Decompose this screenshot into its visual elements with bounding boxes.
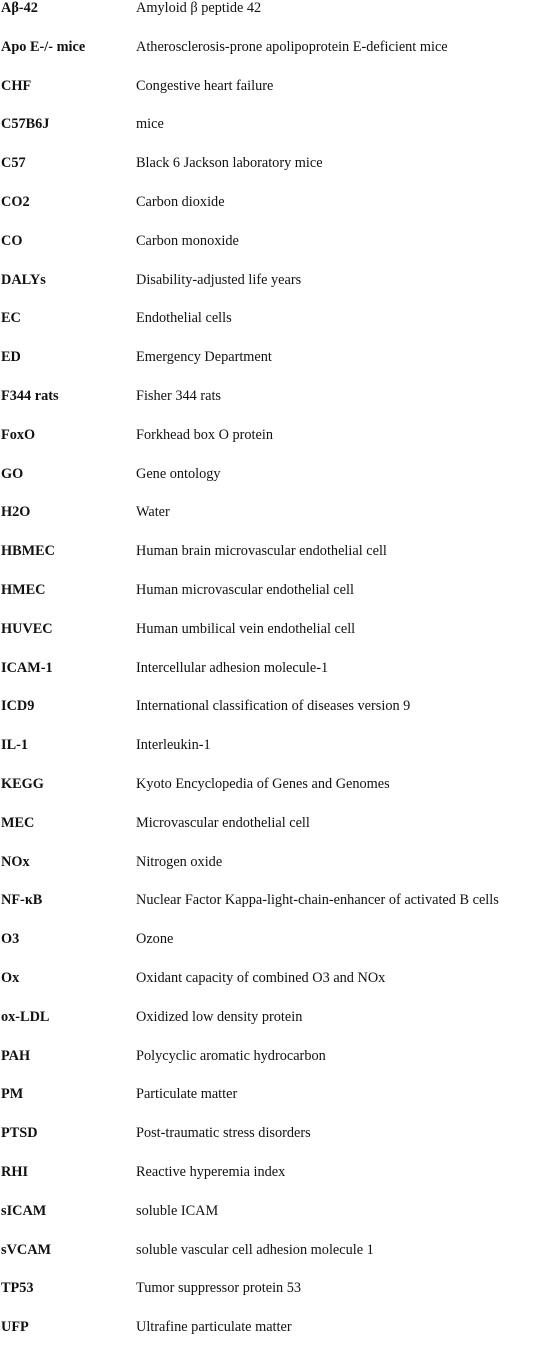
abbreviation-definition: soluble vascular cell adhesion molecule 1: [136, 1241, 374, 1258]
abbreviation-row: [0, 427, 558, 466]
abbreviation-row: [0, 815, 558, 854]
abbreviation-term: C57B6J: [1, 116, 50, 133]
abbreviation-row: [0, 1203, 558, 1242]
abbreviation-definition: Intercellular adhesion molecule-1: [136, 659, 329, 676]
abbreviation-row: [0, 1164, 558, 1203]
abbreviation-row: [0, 582, 558, 621]
abbreviation-row: [0, 892, 558, 931]
abbreviation-row: [0, 1048, 558, 1087]
abbreviation-definition: Human brain microvascular endothelial cell: [136, 543, 387, 560]
abbreviation-row: [0, 970, 558, 1009]
abbreviation-term: NOx: [1, 853, 30, 870]
abbreviation-term: CO2: [1, 193, 30, 210]
abbreviation-term: HUVEC: [1, 620, 53, 637]
abbreviation-definition: Gene ontology: [136, 465, 221, 482]
abbreviation-term: NF-κB: [1, 892, 43, 909]
abbreviation-definition: Ozone: [136, 931, 174, 948]
abbreviation-row: [0, 854, 558, 893]
abbreviation-row: [0, 543, 558, 582]
abbreviation-row: [0, 698, 558, 737]
abbreviation-row: [0, 621, 558, 660]
abbreviation-row: [0, 1319, 558, 1358]
abbreviation-term: KEGG: [1, 775, 44, 792]
abbreviation-row: [0, 272, 558, 311]
abbreviation-definition: International classification of diseases version 9: [136, 698, 411, 715]
abbreviation-term: DALYs: [1, 271, 46, 288]
abbreviation-term: MEC: [1, 814, 35, 831]
abbreviation-definition: Disability-adjusted life years: [136, 271, 302, 288]
abbreviation-row: [0, 349, 558, 388]
abbreviation-term: CO: [1, 232, 23, 249]
abbreviation-term: PM: [1, 1086, 24, 1103]
abbreviation-definition: Interleukin-1: [136, 737, 211, 754]
abbreviation-definition: Fisher 344 rats: [136, 387, 221, 404]
abbreviation-definition: Microvascular endothelial cell: [136, 814, 310, 831]
abbreviation-row: [0, 310, 558, 349]
abbreviation-definition: Endothelial cells: [136, 310, 232, 327]
abbreviation-row: [0, 0, 558, 39]
abbreviation-row: [0, 466, 558, 505]
abbreviation-term: ED: [1, 349, 21, 366]
abbreviation-definition: Water: [136, 504, 170, 521]
abbreviation-term: sICAM: [1, 1202, 47, 1219]
abbreviation-term: ICAM-1: [1, 659, 53, 676]
abbreviation-definition: Carbon dioxide: [136, 193, 225, 210]
abbreviation-row: [0, 194, 558, 233]
abbreviation-definition: Carbon monoxide: [136, 232, 239, 249]
abbreviation-row: [0, 388, 558, 427]
abbreviation-definition: Ultrafine particulate matter: [136, 1319, 292, 1336]
abbreviation-row: [0, 1086, 558, 1125]
abbreviation-definition: Kyoto Encyclopedia of Genes and Genomes: [136, 775, 390, 792]
abbreviation-term: HMEC: [1, 581, 46, 598]
abbreviation-row: [0, 737, 558, 776]
abbreviation-term: PTSD: [1, 1125, 38, 1142]
abbreviation-term: H2O: [1, 504, 31, 521]
abbreviation-row: [0, 931, 558, 970]
abbreviation-definition: Nuclear Factor Kappa-light-chain-enhancer of activated B cells: [136, 892, 499, 909]
abbreviation-row: [0, 1242, 558, 1281]
abbreviation-definition: Polycyclic aromatic hydrocarbon: [136, 1047, 326, 1064]
abbreviation-definition: Post-traumatic stress disorders: [136, 1125, 311, 1142]
abbreviation-row: [0, 116, 558, 155]
abbreviation-definition: Nitrogen oxide: [136, 853, 223, 870]
abbreviation-row: [0, 233, 558, 272]
abbreviation-row: [0, 1125, 558, 1164]
abbreviation-definition: mice: [136, 116, 164, 133]
abbreviation-row: [0, 776, 558, 815]
abbreviation-definition: Forkhead box O protein: [136, 426, 273, 443]
abbreviation-definition: Emergency Department: [136, 349, 272, 366]
abbreviation-definition: Human umbilical vein endothelial cell: [136, 620, 356, 637]
abbreviation-definition: Amyloid β peptide 42: [136, 0, 262, 16]
abbreviation-definition: Human microvascular endothelial cell: [136, 581, 354, 598]
abbreviation-definition: Congestive heart failure: [136, 77, 274, 94]
abbreviation-row: [0, 1280, 558, 1319]
abbreviation-term: sVCAM: [1, 1241, 52, 1258]
abbreviation-term: Ox: [1, 969, 20, 986]
abbreviation-term: ICD9: [1, 698, 35, 715]
abbreviation-term: RHI: [1, 1163, 29, 1180]
abbreviation-row: [0, 504, 558, 543]
abbreviation-definition: Particulate matter: [136, 1086, 238, 1103]
abbreviation-term: CHF: [1, 77, 32, 94]
abbreviation-term: IL-1: [1, 737, 29, 754]
abbreviation-definition: Black 6 Jackson laboratory mice: [136, 155, 323, 172]
abbreviation-definition: Oxidized low density protein: [136, 1008, 303, 1025]
abbreviation-definition: Atherosclerosis-prone apolipoprotein E-deficient mice: [136, 38, 448, 55]
abbreviation-row: [0, 660, 558, 699]
abbreviation-row: [0, 39, 558, 78]
abbreviation-row: [0, 78, 558, 117]
abbreviation-definition: soluble ICAM: [136, 1202, 219, 1219]
abbreviation-term: Aβ-42: [1, 0, 38, 16]
abbreviation-definition: Oxidant capacity of combined O3 and NOx: [136, 969, 386, 986]
abbreviation-term: O3: [1, 931, 20, 948]
abbreviation-term: HBMEC: [1, 543, 56, 560]
abbreviation-term: ox-LDL: [1, 1008, 50, 1025]
abbreviation-row: [0, 1009, 558, 1048]
abbreviation-term: EC: [1, 310, 21, 327]
abbreviation-term: UFP: [1, 1319, 29, 1336]
abbreviation-term: Apo E-/- mice: [1, 38, 86, 55]
abbreviation-row: [0, 155, 558, 194]
abbreviation-term: PAH: [1, 1047, 31, 1064]
abbreviation-term: FoxO: [1, 426, 36, 443]
abbreviation-definition: Reactive hyperemia index: [136, 1163, 286, 1180]
abbreviation-term: GO: [1, 465, 24, 482]
abbreviation-term: F344 rats: [1, 387, 59, 404]
abbreviation-term: TP53: [1, 1280, 34, 1297]
abbreviation-definition: Tumor suppressor protein 53: [136, 1280, 302, 1297]
abbreviation-term: C57: [1, 155, 26, 172]
